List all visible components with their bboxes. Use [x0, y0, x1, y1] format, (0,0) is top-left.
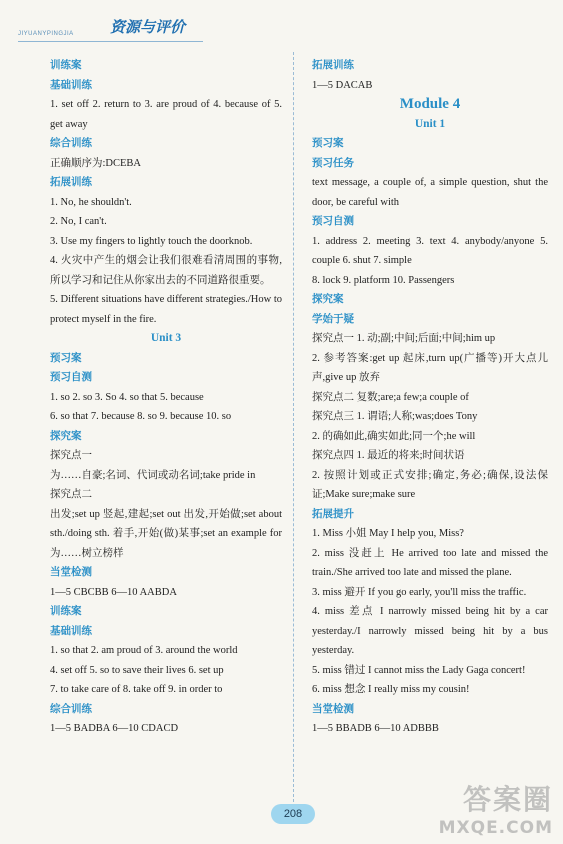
section-heading: 拓展训练	[312, 59, 354, 71]
answer-line: text message, a couple of, a simple question, shut the door, be careful with	[312, 177, 548, 208]
section-heading: 基础训练	[50, 624, 92, 637]
section-heading: 预习任务	[312, 156, 354, 169]
answer-line: 1—5 DACAB	[312, 79, 373, 91]
section-heading: 预习自测	[312, 215, 354, 227]
column-divider	[293, 52, 294, 802]
answer-line: 为……自豪;名词、代词或动名词;take pride in	[50, 469, 256, 481]
section-heading: 当堂检测	[50, 566, 92, 578]
watermark	[439, 778, 553, 838]
answer-line: 出发;set up 竖起,建起;set out 出发,开始做;set about sth./doing sth. 着手,开始(做)某事;set an example for 为……树立榜样	[50, 508, 282, 559]
section-heading: 拓展提升	[312, 507, 354, 520]
unit-title: Unit 3	[150, 332, 182, 344]
answer-line: 1—5 BADBA 6—10 CDACD	[50, 723, 179, 734]
answer-line: 探究点三 1. 谓语;人称;was;does Tony	[312, 411, 478, 422]
header-rule	[18, 41, 203, 42]
answer-line: 1—5 CBCBB 6—10 AABDA	[50, 586, 177, 598]
section-heading: 综合训练	[50, 137, 92, 149]
answer-line: 2. 按照计划或正式安排;确定,务必;确保,设法保证;Make sure;make sure	[312, 469, 548, 500]
answer-line: 7. to take care of 8. take off 9. in order to	[50, 684, 223, 695]
right-column	[312, 56, 548, 739]
answer-line: 4. miss 差点 I narrowly missed being hit by a car yesterday./I narrowly missed being hit by a bus yesterday.	[312, 606, 548, 656]
watermark-url: MXQE.COM	[438, 818, 553, 838]
section-heading: 综合训练	[50, 702, 92, 715]
watermark-logo: 答案圈	[462, 783, 553, 816]
answer-line: 1. set off 2. return to 3. are proud of 4. because of 5. get away	[50, 99, 282, 130]
answer-line: 1. No, he shouldn't.	[50, 196, 132, 208]
section-heading: 预习案	[50, 351, 82, 364]
unit-title: Unit 1	[414, 117, 446, 130]
section-heading: 当堂检测	[312, 702, 354, 715]
answer-line: 探究点二	[50, 489, 92, 500]
section-heading: 训练案	[50, 605, 82, 617]
answer-line: 1. address 2. meeting 3. text 4. anybody/anyone 5. couple 6. shut 7. simple	[312, 235, 548, 266]
answer-line: 1. so 2. so 3. So 4. so that 5. because	[50, 391, 204, 403]
brand-title: 资源与评价	[110, 18, 186, 36]
section-heading: 预习自测	[50, 371, 92, 383]
answer-line: 1. so that 2. am proud of 3. around the world	[50, 645, 238, 656]
section-heading: 基础训练	[50, 78, 92, 91]
left-column	[50, 56, 282, 739]
answer-line: 2. 的确如此,确实如此;同一个;he will	[312, 430, 476, 442]
section-heading: 学始于疑	[312, 312, 354, 325]
answer-line: 5. miss 错过 I cannot miss the Lady Gaga concert!	[312, 664, 526, 676]
answer-line: 1. Miss 小姐 May I help you, Miss?	[312, 528, 464, 539]
answer-line: 5. Different situations have different strategies./How to protect myself in the fire.	[50, 294, 282, 325]
answer-line: 3. Use my fingers to lightly touch the doorknob.	[50, 235, 253, 247]
answer-line: 4. 火灾中产生的烟会让我们很难看清周围的事物,所以学习和记住从你家出去的不同道路很重要。	[50, 255, 282, 286]
answer-line: 6. so that 7. because 8. so 9. because 10. so	[50, 411, 232, 422]
page-number: 208	[271, 804, 315, 824]
answer-line: 正确顺序为:DCEBA	[50, 157, 142, 169]
answer-line: 探究点二 复数;are;a few;a couple of	[312, 391, 469, 403]
answer-line: 2. No, I can't.	[50, 216, 107, 227]
section-heading: 训练案	[50, 59, 82, 71]
answer-line: 3. miss 避开 If you go early, you'll miss the traffic.	[312, 586, 527, 598]
answer-line: 8. lock 9. platform 10. Passengers	[312, 274, 455, 286]
module-title: Module 4	[399, 96, 461, 112]
section-heading: 探究案	[312, 293, 344, 305]
answer-line: 探究点一 1. 动;副;中间;后面;中间;him up	[312, 333, 496, 344]
answer-line: 2. 参考答案:get up 起床,turn up(广播等)开大点儿声,give up 放弃	[312, 352, 548, 383]
section-heading: 拓展训练	[50, 176, 92, 188]
page-header	[18, 6, 218, 44]
section-heading: 探究案	[50, 429, 82, 442]
answer-line: 1—5 BBADB 6—10 ADBBB	[312, 723, 439, 734]
answer-line: 2. miss 没赶上 He arrived too late and missed the train./She arrived too late and missed the plane.	[312, 547, 548, 578]
section-heading: 预习案	[312, 137, 344, 149]
answer-line: 6. miss 想念 I really miss my cousin!	[312, 684, 470, 695]
answer-line: 探究点一	[50, 450, 92, 461]
answer-line: 探究点四 1. 最近的将来;时间状语	[312, 450, 465, 461]
answer-line: 4. set off 5. so to save their lives 6. set up	[50, 664, 224, 676]
brand-pinyin: JIYUANYPINGJIA	[18, 31, 74, 37]
